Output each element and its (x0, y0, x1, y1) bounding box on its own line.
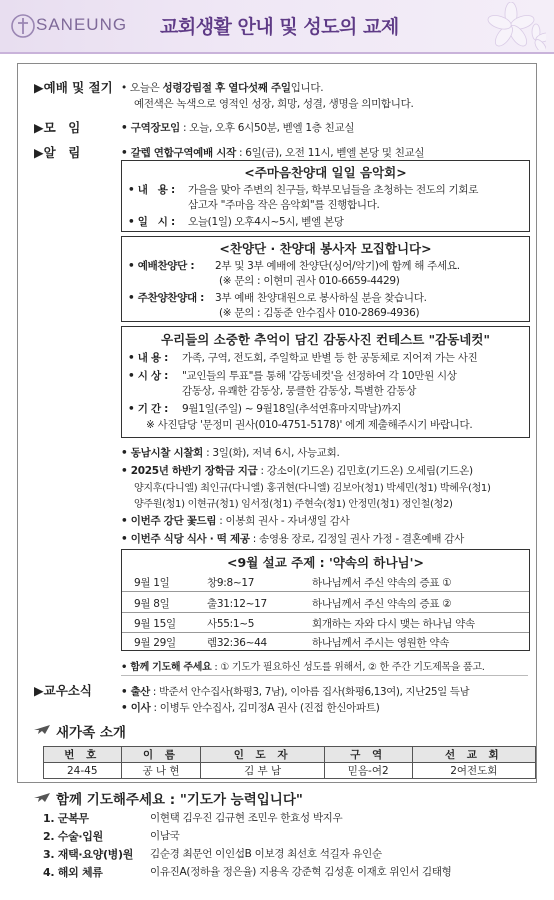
sermon-theme: 하나님께서 주시는 영원한 약속 (312, 637, 450, 649)
prayer-item-names: 김순경 최문언 이인섭B 이보경 최선호 석길자 유인순 (150, 848, 382, 860)
new-family-heading: 새가족 소개 (56, 725, 126, 741)
contest-award-label: • 시 상 : (128, 370, 169, 382)
recruit-item2-contact: (※ 문의 : 김동준 안수집사 010-2869-4936) (219, 307, 420, 319)
concert-content-label: • 내 용 : (128, 184, 175, 196)
sermon-passage: 출31:12~17 (207, 598, 267, 610)
recruit-title: <찬양단 · 찬양대 봉사자 모집합니다> (219, 241, 432, 256)
brand-name: SANEUNG (36, 15, 128, 34)
page-header (0, 0, 554, 54)
concert-content-2: 삼고자 "주마음 작은 음악회"를 진행합니다. (188, 199, 380, 211)
concert-content-1: 가을을 맞아 주변의 친구들, 학부모님들을 초청하는 전도의 기회로 (188, 184, 479, 196)
new-family-table (43, 746, 536, 779)
scholarship-line3: 양주원(청1) 이현규(청1) 임서정(청1) 주현숙(청1) 안정민(청1) 정인철(청2) (134, 499, 453, 510)
prayer-item-label: 1. 군복무 (43, 812, 89, 825)
contest-period-label: • 기 간 : (128, 403, 169, 415)
header-mission: 선 교 회 (412, 747, 535, 763)
sermon-box (121, 549, 530, 651)
recruit-item1: 2부 및 3부 예배에 찬양단(싱어/악기)에 함께 해 주세요. (215, 260, 460, 272)
sermon-theme: 하나님께서 주신 약속의 증표 ① (312, 577, 452, 589)
notice-text: • 갈렙 연합구역예배 시작 : 6일(금), 오전 11시, 벧엘 본당 및 친교실 (121, 147, 425, 159)
cell-district: 믿음-여2 (324, 763, 412, 779)
contest-content-label: • 내 용 : (128, 352, 169, 364)
plane-icon (33, 790, 51, 804)
cell-number: 24-45 (44, 763, 122, 779)
scholarship-notice: • 2025년 하반기 장학금 지급 : 강소이(기드온) 김민호(기드온) 오세림(기드온) (121, 465, 473, 477)
cell-name: 공 나 현 (121, 763, 201, 779)
prayer-item-names: 이현택 김우진 김규현 조민우 한효성 박지우 (150, 812, 343, 824)
scholarship-line2: 양지후(다니엘) 최인규(다니엘) 홍귀현(다니엘) 김보아(청1) 박세민(청1) 박혜우(청1) (134, 483, 491, 494)
sermon-date: 9월 1일 (134, 577, 170, 589)
sermon-passage: 렘32:36~44 (207, 637, 267, 649)
meal-notice: • 이번주 식당 식사 · 떡 제공 : 송영용 장로, 김정일 권사 가정 - 결혼예배 감사 (121, 533, 464, 545)
worship-label: ▶예배 및 절기 (34, 80, 113, 95)
sermon-date: 9월 29일 (134, 637, 176, 649)
prayer-heading: 함께 기도해주세요 : "기도가 능력입니다" (56, 792, 303, 808)
meeting-label: ▶모 임 (34, 120, 81, 135)
recruit-item2: 3부 예배 찬양대원으로 봉사하실 분을 찾습니다. (215, 292, 427, 304)
header-name: 이 름 (121, 747, 201, 763)
worship-line2: 예전색은 녹색으로 영적인 성장, 희망, 성결, 생명을 의미합니다. (134, 98, 414, 110)
sermon-date: 9월 8일 (134, 598, 170, 610)
prayer-item-names: 이남국 (150, 830, 180, 842)
concert-date-label: • 일 시 : (128, 216, 175, 228)
header-guide: 인 도 자 (201, 747, 324, 763)
section-divider (121, 675, 528, 676)
page-title: 교회생활 안내 및 성도의 교제 (160, 16, 399, 38)
header-district: 구 역 (324, 747, 412, 763)
prayer-item-names: 이유진A(정하율 정은율) 지용옥 강준혁 김성훈 이재호 위인서 김태형 (150, 866, 452, 878)
worship-line1: • 오늘은 성령강림절 후 열다섯째 주일입니다. (121, 82, 324, 94)
sermon-passage: 사55:1~5 (207, 618, 255, 630)
sermon-theme: 회개하는 자와 다시 맺는 하나님 약속 (312, 618, 475, 630)
concert-title: <주마음찬양대 일일 음악회> (244, 165, 407, 180)
contest-period: 9월1일(주일) ~ 9월18일(추석연휴마지막날)까지 (182, 403, 402, 415)
meeting-text: • 구역장모임 : 오늘, 오후 6시50분, 벧엘 1층 친교실 (121, 122, 355, 134)
sermon-theme: 하나님께서 주신 약속의 증표 ② (312, 598, 452, 610)
sermon-divider (122, 591, 529, 592)
header-number: 번 호 (44, 747, 122, 763)
contest-award-1: "교인들의 투표"를 통해 '감동네컷'을 선정하여 각 10만원 시상 (182, 370, 457, 382)
recruit-item1-label: • 예배찬양단 : (128, 260, 195, 272)
sermon-divider (122, 612, 529, 613)
move-notice: • 이사 : 이병두 안수집사, 김미정A 권사 (진접 한신아파트) (121, 702, 380, 714)
concert-box (121, 160, 530, 232)
cell-mission: 2여전도회 (412, 763, 535, 779)
sermon-date: 9월 15일 (134, 618, 176, 630)
prayer-item-label: 2. 수술·입원 (43, 830, 103, 843)
recruit-box (121, 236, 530, 322)
flower-decoration-icon (456, 2, 546, 50)
notice-label: ▶알 림 (34, 145, 81, 160)
concert-date: 오늘(1일) 오후4시~5시, 벧엘 본당 (188, 216, 344, 228)
table-row (44, 763, 536, 779)
pray-note: • 함께 기도해 주세요 : ① 기도가 필요하신 성도를 위해서, ② 한 주간 기도제목을 품고. (121, 662, 485, 673)
recruit-item1-contact: (※ 문의 : 이현미 권사 010-6659-4429) (219, 275, 400, 287)
dongnam-notice: • 동남시찰 시찰회 : 3일(화), 저녁 6시, 사능교회. (121, 447, 340, 459)
sermon-title: <9월 설교 주제 : '약속의 하나님'> (227, 555, 424, 570)
cell-guide: 김 부 남 (201, 763, 324, 779)
table-header-row (44, 747, 536, 763)
recruit-item2-label: • 주찬양찬양대 : (128, 292, 205, 304)
church-logo-icon (10, 13, 36, 39)
prayer-item-label: 3. 재택·요양(병)원 (43, 848, 134, 861)
contest-award-2: 감동상, 유쾌한 감동상, 뭉클한 감동상, 특별한 감동상 (182, 385, 417, 397)
plane-icon (33, 722, 51, 736)
contest-box (121, 326, 530, 438)
contest-title: 우리들의 소중한 추억이 담긴 감동사진 컨테스트 "감동네컷" (161, 332, 490, 347)
sermon-divider (122, 632, 529, 633)
sermon-passage: 창9:8~17 (207, 577, 255, 589)
prayer-item-label: 4. 해외 체류 (43, 866, 103, 879)
birth-notice: • 출산 : 박준서 안수집사(화평3, 7남), 이아름 집사(화평6,13여), 지난25일 득남 (121, 686, 470, 698)
contest-content: 가족, 구역, 전도회, 주일학교 반별 등 한 공동체로 지어져 가는 사진 (182, 352, 478, 364)
members-label: ▶교우소식 (34, 683, 92, 698)
contest-submit: ※ 사진담당 '문정미 권사(010-4751-5178)' 에게 제출해주시기 바랍니다. (146, 419, 473, 431)
flower-notice: • 이번주 강단 꽃드림 : 이봉희 권사 - 자녀생일 감사 (121, 515, 350, 527)
